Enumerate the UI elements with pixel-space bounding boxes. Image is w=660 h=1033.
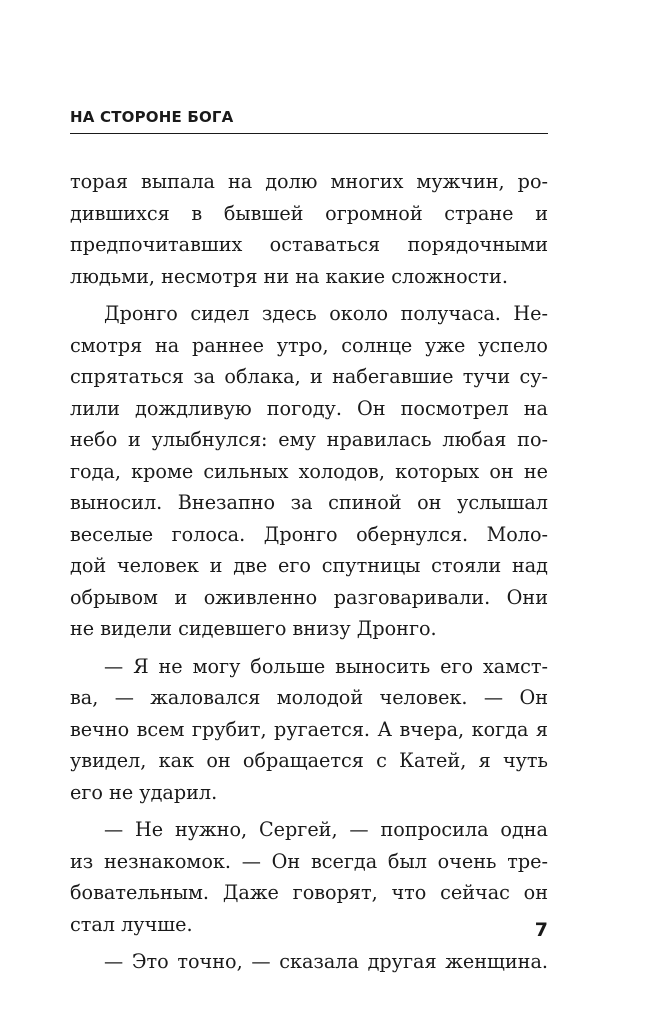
text-line: дой человек и две его спутницы стояли над [70, 554, 548, 577]
text-line: дившихся в бывшей огромной стране и [70, 201, 548, 225]
text-line: спрятаться за облака, и набегавшие тучи су- [70, 365, 548, 388]
page-number: 7 [534, 919, 548, 941]
text-line: ва, — жаловался молодой человек. — Он [70, 686, 548, 709]
text-line: людьми, несмотря ни на какие сложности. [70, 264, 508, 288]
text-line: небо и улыбнулся: ему нравилась любая по- [70, 428, 548, 451]
paragraph-1 [70, 166, 548, 292]
text-line: — Не нужно, Сергей, — попросила одна [104, 818, 548, 841]
text-line: лили дождливую погоду. Он посмотрел на [70, 396, 548, 420]
text-line: бовательным. Даже говорят, что сейчас он [70, 881, 548, 904]
text-line: не видели сидевшего внизу Дронго. [70, 617, 437, 640]
text-line: обрывом и оживленно разговаривали. Они [70, 585, 548, 609]
text-line: года, кроме сильных холодов, которых он не [70, 459, 548, 483]
text-line: веселые голоса. Дронго обернулся. Моло- [70, 522, 548, 546]
text-line: из незнакомок. — Он всегда был очень тре- [70, 849, 548, 873]
text-line: — Это точно, — сказала другая женщина. [104, 950, 548, 973]
text-line: вечно всем грубит, ругается. А вчера, когда я [70, 717, 548, 741]
text-line: смотря на раннее утро, солнце уже успело [70, 333, 548, 357]
text-line: его не ударил. [70, 780, 218, 804]
text-line: Дронго сидел здесь около получаса. Не- [104, 302, 548, 325]
text-line: предпочитавших оставаться порядочными [70, 233, 548, 256]
paragraph-3 [70, 651, 548, 809]
paragraph-5 [70, 946, 548, 978]
text-line: выносил. Внезапно за спиной он услышал [70, 491, 548, 514]
header-rule [70, 133, 548, 134]
running-head-title: НА СТОРОНЕ БОГА [70, 108, 234, 126]
text-line: торая выпала на долю многих мужчин, ро- [70, 170, 548, 193]
text-line: увидел, как он обращается с Катей, я чуть [70, 749, 548, 772]
text-line: стал лучше. [70, 912, 193, 936]
paragraph-4 [70, 814, 548, 940]
text-line: — Я не могу больше выносить его хамст- [104, 654, 548, 678]
body-text [70, 166, 548, 984]
paragraph-2 [70, 298, 548, 645]
